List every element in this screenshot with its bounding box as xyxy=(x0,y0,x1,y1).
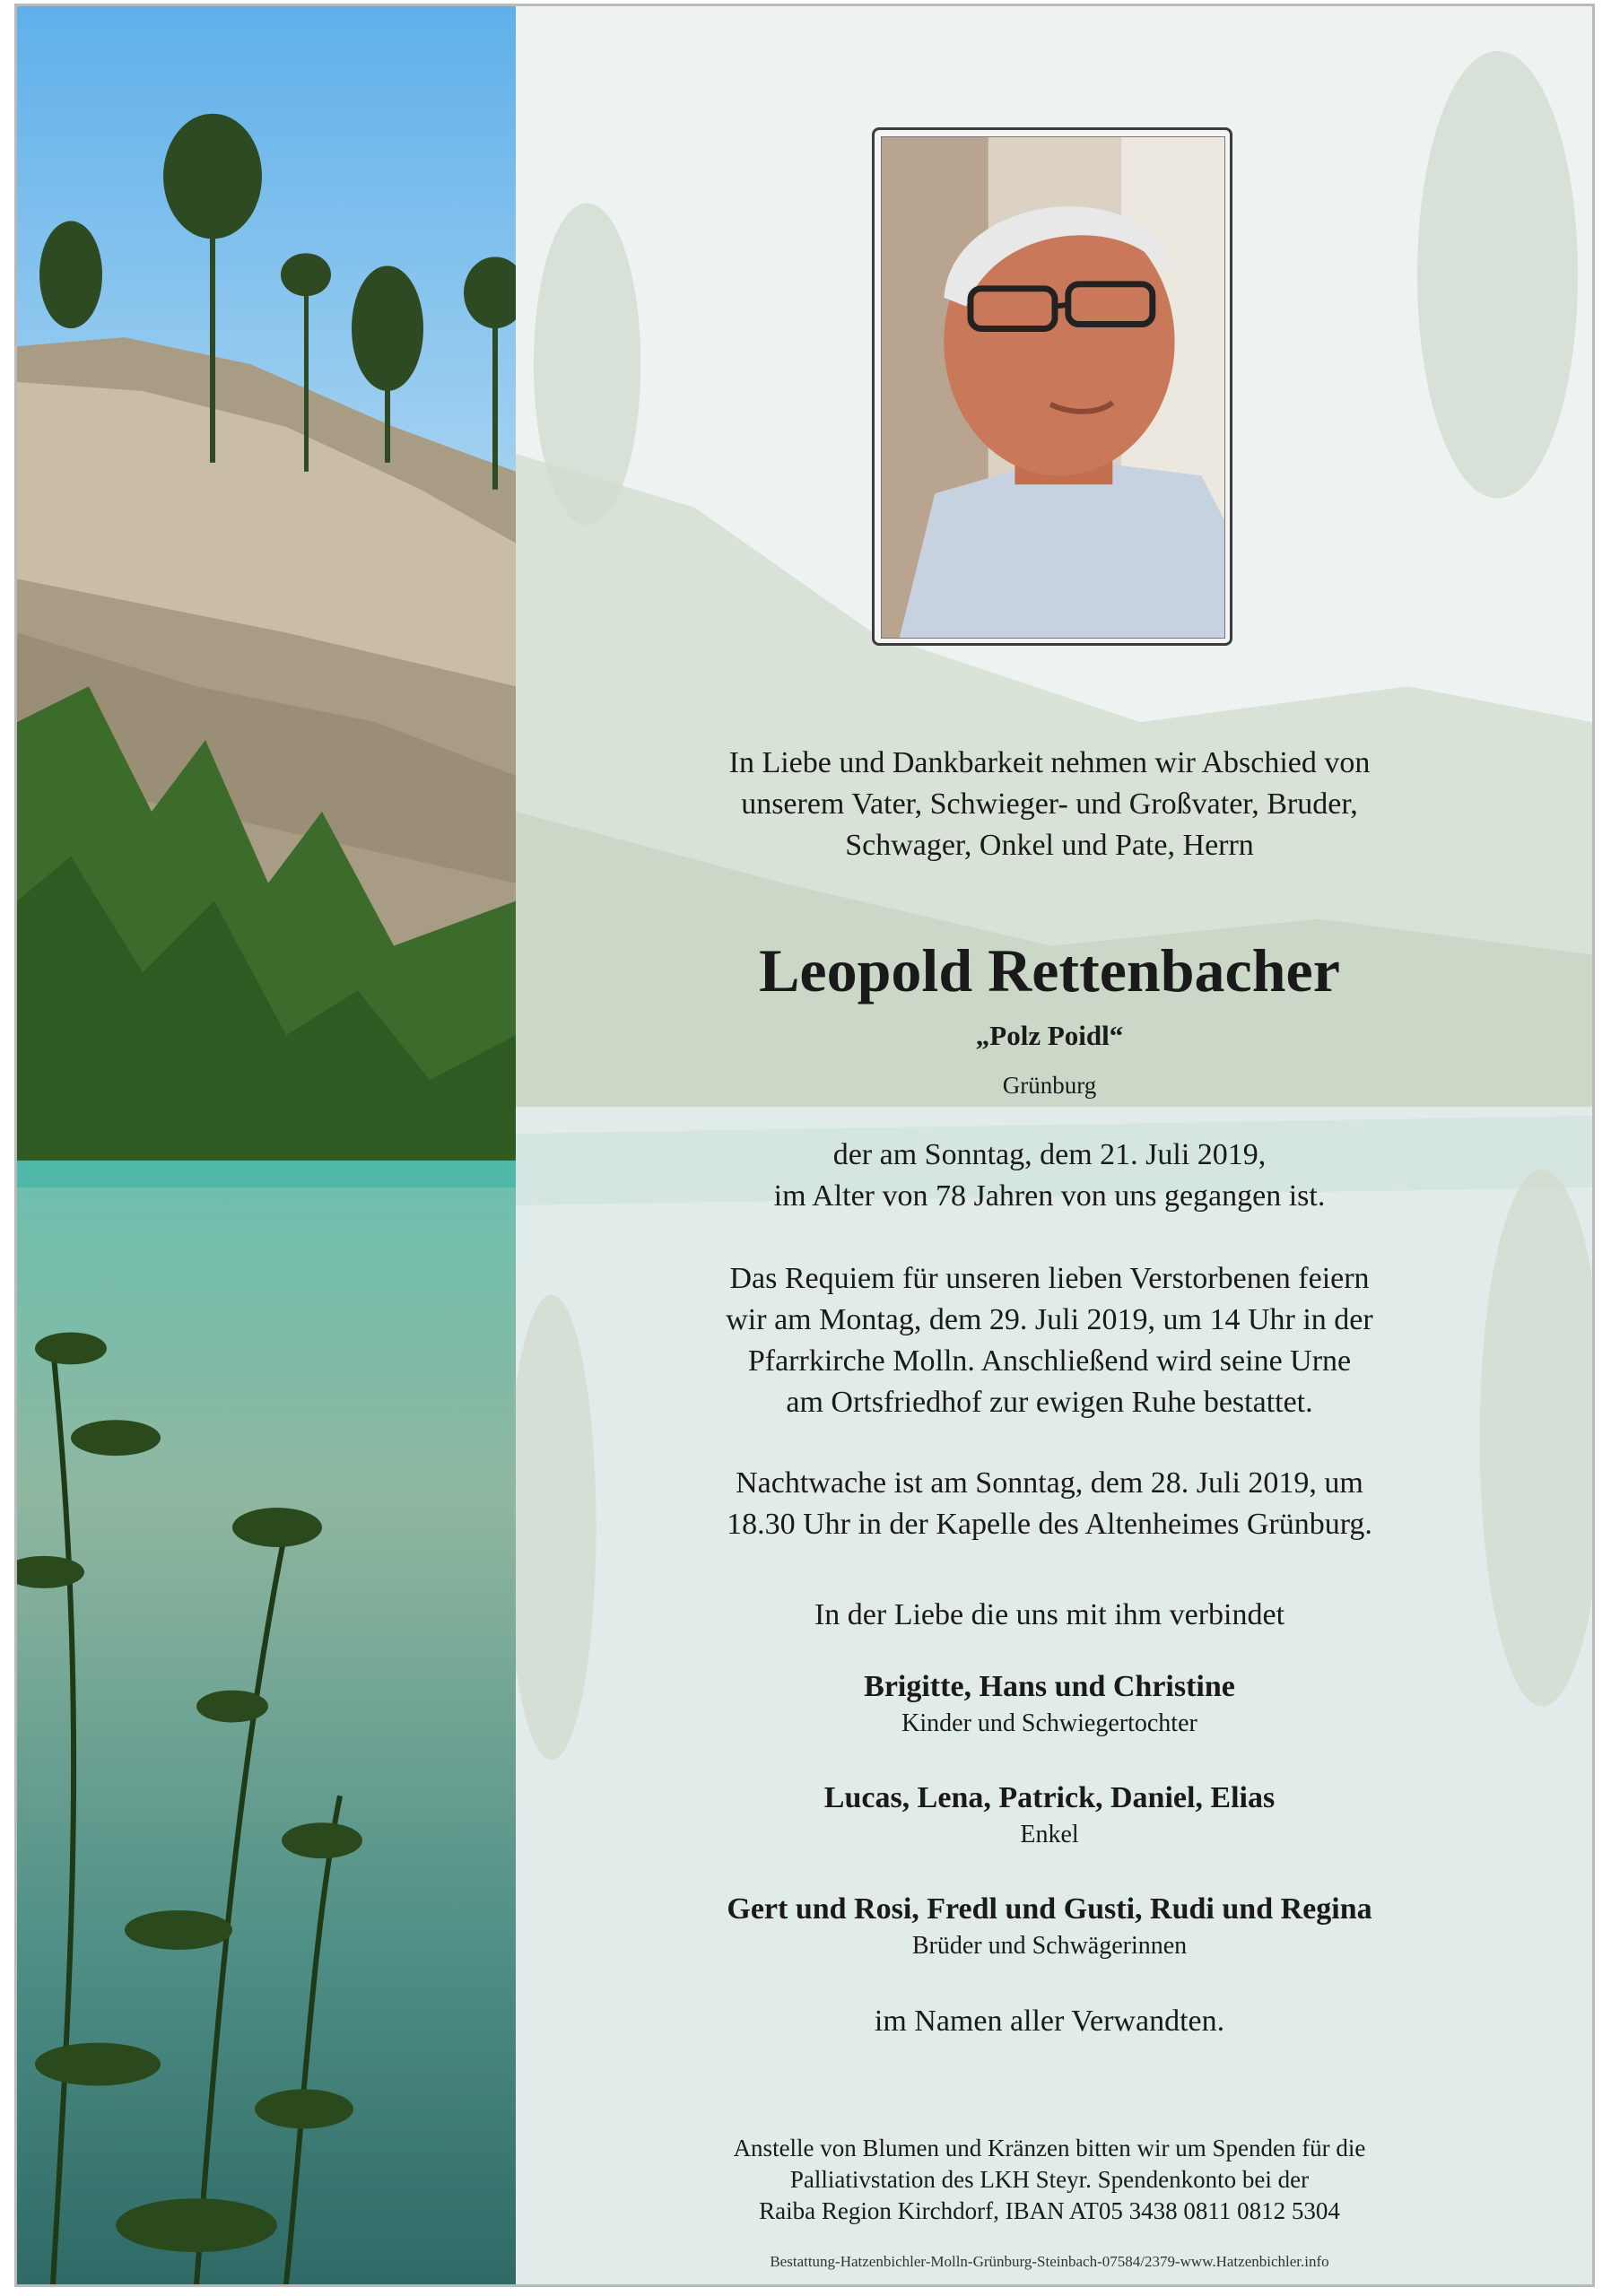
intro-line: Schwager, Onkel und Pate, Herrn xyxy=(845,829,1254,862)
closing-line: im Namen aller Verwandten. xyxy=(874,2005,1225,2038)
requiem-line: Pfarrkirche Molln. Anschließend wird seine Urne xyxy=(747,1344,1352,1378)
death-line: der am Sonntag, dem 21. Juli 2019, xyxy=(832,1138,1267,1171)
family-relation: Brüder und Schwägerinnen xyxy=(911,1932,1188,1960)
intro-line: In Liebe und Dankbarkeit nehmen wir Abschied von xyxy=(728,746,1371,779)
donation-line: Palliativstation des LKH Steyr. Spendenkonto bei der xyxy=(789,2166,1310,2193)
requiem-line: am Ortsfriedhof zur ewigen Ruhe bestattet. xyxy=(786,1386,1313,1419)
intro-text xyxy=(628,743,1471,866)
requiem-notice xyxy=(628,1258,1471,1423)
donation-notice xyxy=(628,2133,1471,2227)
death-line: im Alter von 78 Jahren von uns gegangen ist. xyxy=(773,1179,1326,1213)
portrait-photo xyxy=(872,127,1232,646)
family-names: Brigitte, Hans und Christine xyxy=(864,1670,1235,1703)
family-relation: Kinder und Schwiegertochter xyxy=(901,1709,1197,1737)
deceased-hometown: Grünburg xyxy=(1002,1072,1097,1099)
family-group xyxy=(628,1779,1471,1852)
funeral-home-footer: Bestattung-Hatzenbichler-Molln-Grünburg-Steinbach-07584/2379-www.Hatzenbichler.info xyxy=(770,2253,1329,2270)
death-notice xyxy=(628,1135,1471,1217)
intro-line: unserem Vater, Schwieger- und Großvater, Bruder, xyxy=(741,787,1358,821)
vigil-line: Nachtwache ist am Sonntag, dem 28. Juli 2019, um xyxy=(736,1466,1363,1500)
deceased-name: Leopold Rettenbacher xyxy=(759,936,1340,1004)
landscape-photo xyxy=(17,6,516,2284)
vigil-line: 18.30 Uhr in der Kapelle des Altenheimes Grünburg. xyxy=(727,1508,1372,1541)
family-group xyxy=(628,1667,1471,1741)
family-names: Lucas, Lena, Patrick, Daniel, Elias xyxy=(823,1781,1276,1814)
love-line: In der Liebe die uns mit ihm verbindet xyxy=(814,1598,1285,1631)
vigil-notice xyxy=(628,1463,1471,1545)
family-relation: Enkel xyxy=(1020,1821,1079,1848)
deceased-nickname: „Polz Poidl“ xyxy=(975,1020,1124,1051)
family-names: Gert und Rosi, Fredl und Gusti, Rudi und Regina xyxy=(727,1892,1372,1926)
requiem-line: wir am Montag, dem 29. Juli 2019, um 14 Uhr in der xyxy=(726,1303,1373,1336)
donation-line: Anstelle von Blumen und Kränzen bitten wir um Spenden für die xyxy=(733,2135,1366,2161)
family-group xyxy=(628,1890,1471,1963)
donation-line: Raiba Region Kirchdorf, IBAN AT05 3438 0811 0812 5304 xyxy=(759,2197,1340,2224)
requiem-line: Das Requiem für unseren lieben Verstorbenen feiern xyxy=(729,1262,1370,1295)
